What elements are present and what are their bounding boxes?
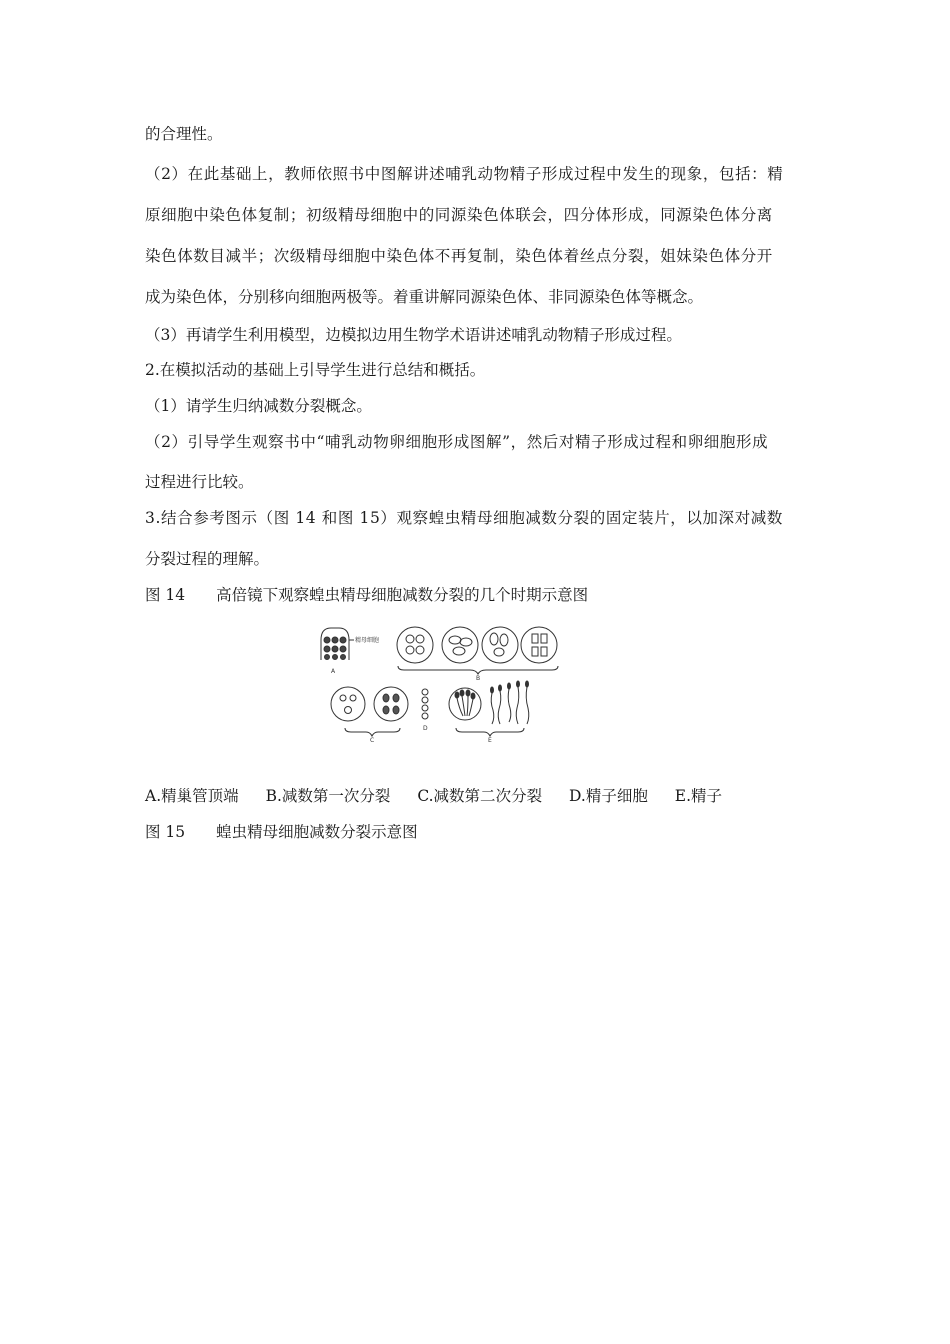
paragraph-line: （1）请学生归纳减数分裂概念。 <box>145 397 372 415</box>
paragraph-line: 分裂过程的理解。 <box>145 550 270 568</box>
label-d: D <box>423 725 428 732</box>
cell-b4 <box>521 627 557 663</box>
figure-15-caption: 图 15 蝗虫精母细胞减数分裂示意图 <box>145 823 418 841</box>
figure-legend <box>145 786 744 806</box>
cell-b2 <box>442 627 478 663</box>
legend-e: E.精子 <box>674 787 723 805</box>
paragraph-line: （2）引导学生观察书中“哺乳动物卵细胞形成图解”，然后对精子形成过程和卵细胞形成 <box>145 433 769 451</box>
meiosis-figure <box>318 620 568 750</box>
paragraph-line: 原细胞中染色体复制；初级精母细胞中的同源染色体联会，四分体形成，同源染色体分离 <box>145 206 773 224</box>
meiosis-diagram <box>318 620 568 750</box>
paragraph-line: 的合理性。 <box>145 125 223 143</box>
legend-a: A.精巢管顶端 <box>145 787 239 805</box>
paragraph-line: 3.结合参考图示（图 14 和图 15）观察蝗虫精母细胞减数分裂的固定装片，以加深对减数 <box>145 509 783 527</box>
legend-b: B.减数第一次分裂 <box>265 787 391 805</box>
paragraph-line: 染色体数目减半；次级精母细胞中染色体不再复制，染色体着丝点分裂，姐妹染色体分开 <box>145 247 773 265</box>
sperm-cells <box>491 681 529 724</box>
label-e: E <box>488 737 492 744</box>
paragraph-line: 成为染色体，分别移向细胞两极等。着重讲解同源染色体、非同源染色体等概念。 <box>145 288 704 306</box>
legend-d: D.精子细胞 <box>569 787 648 805</box>
cell-b3 <box>482 627 518 663</box>
paragraph-line: （3）再请学生利用模型，边模拟边用生物学术语讲述哺乳动物精子形成过程。 <box>145 326 682 344</box>
cell-c1 <box>331 687 365 721</box>
paragraph-line: 2.在模拟活动的基础上引导学生进行总结和概括。 <box>145 361 486 379</box>
label-b: B <box>476 675 481 682</box>
label-a: A <box>331 668 336 675</box>
cell-label: 精母细胞 <box>355 637 380 644</box>
cell-c2 <box>374 687 408 721</box>
figure-14-caption: 图 14 高倍镜下观察蝗虫精母细胞减数分裂的几个时期示意图 <box>145 586 589 604</box>
label-c: C <box>370 737 375 744</box>
paragraph-line: 过程进行比较。 <box>145 473 254 491</box>
cell-b1 <box>397 627 433 663</box>
paragraph-line: （2）在此基础上，教师依照书中图解讲述哺乳动物精子形成过程中发生的现象，包括：精 <box>145 165 784 183</box>
legend-c: C.减数第二次分裂 <box>417 787 543 805</box>
